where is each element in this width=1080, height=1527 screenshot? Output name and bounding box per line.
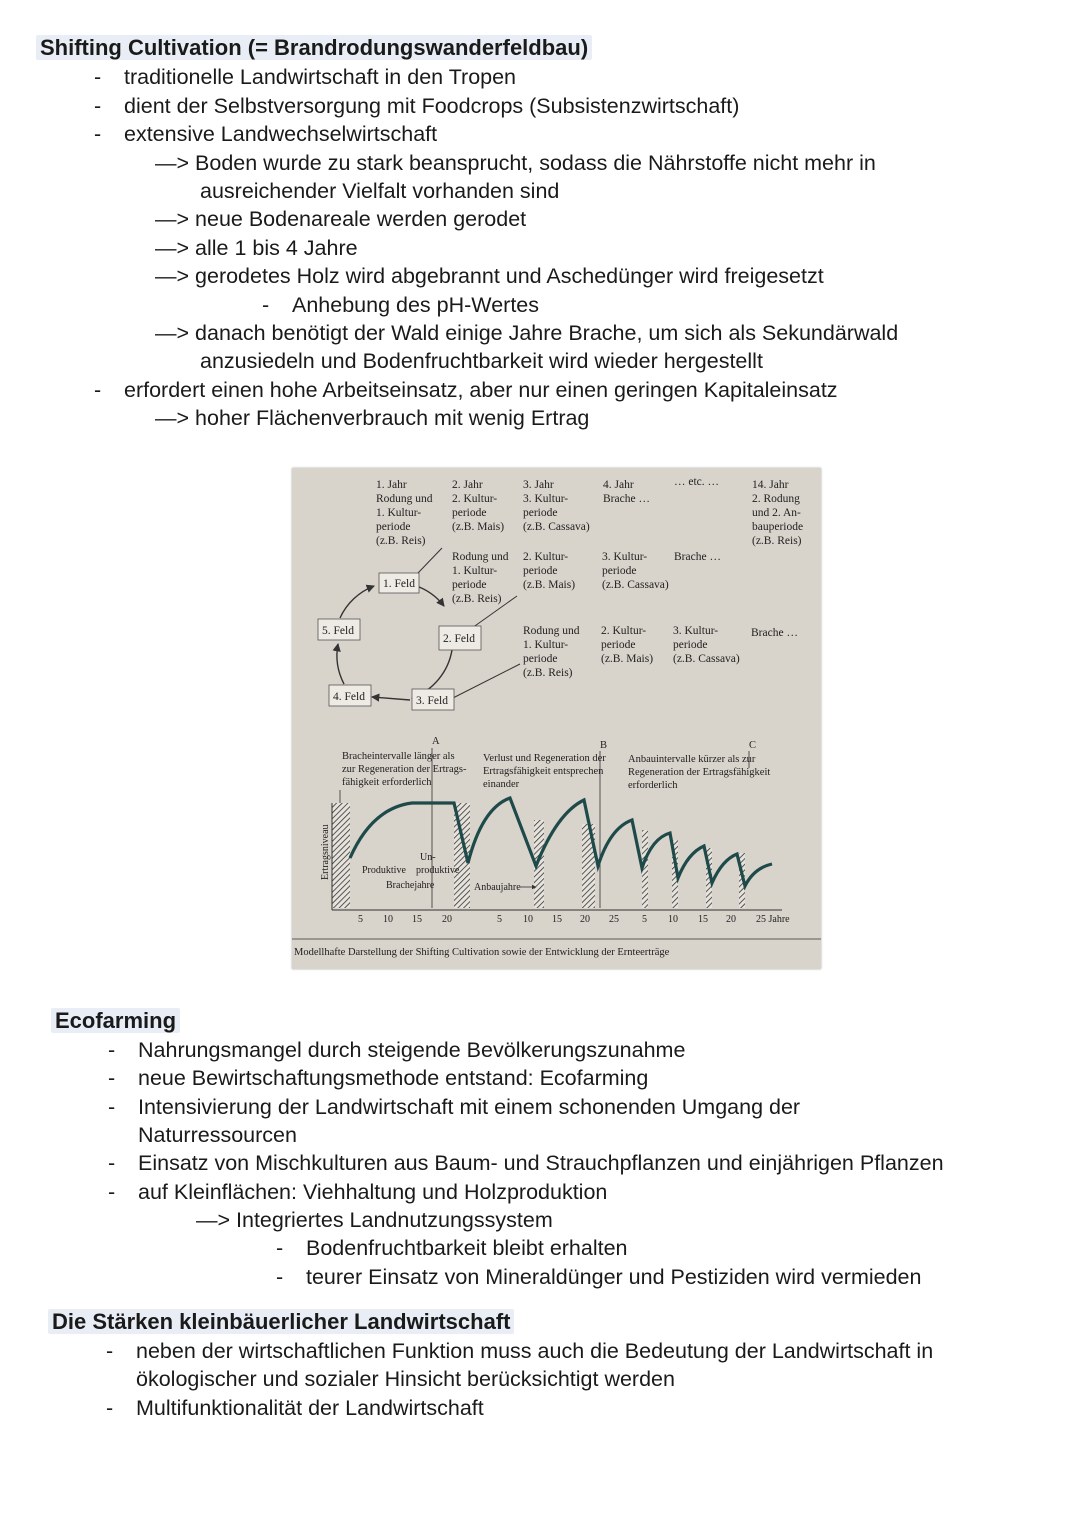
figure-caption: Modellhafte Darstellung der Shifting Cultivation sowie der Entwicklung der Ernteerträge (294, 947, 670, 958)
x-ticks (358, 914, 790, 925)
phase-descriptions (342, 736, 770, 791)
row1-c2-l3: periode (452, 507, 487, 519)
list-item: - neben der wirtschaftlichen Funktion muss auch die Bedeutung der Landwirtschaft in (106, 1339, 934, 1363)
phase-b-letter: B (600, 740, 608, 751)
row1-c1-l4: periode (376, 521, 411, 533)
phase-b-line2: Ertragsfähigkeit entsprechen (483, 766, 604, 777)
row1-c6-l1: 14. Jahr (752, 479, 789, 491)
phase-b-line1: Verlust und Regeneration der (483, 753, 606, 764)
hatch-start (332, 803, 350, 908)
tick-b-15: 15 (552, 914, 562, 925)
row2-c2-l2: periode (523, 565, 558, 577)
phase-c-line2: Regeneration der Ertragsfähigkeit (628, 767, 771, 778)
field-5-label: 5. Feld (322, 625, 354, 637)
row1-c3-l3: periode (523, 507, 558, 519)
row3-c1-l1: Rodung und (523, 625, 580, 637)
label-fallow-years: Brachejahre (386, 880, 435, 891)
row2-c2-l1: 2. Kultur- (523, 551, 569, 563)
row1-c2-l4: (z.B. Mais) (452, 521, 505, 533)
row3-c1-l2: 1. Kultur- (523, 639, 569, 651)
tick-b-5: 5 (497, 914, 502, 925)
row2-c3-l3: (z.B. Cassava) (602, 579, 669, 591)
heading-shifting-cultivation: Shifting Cultivation (= Brandrodungswanderfeldbau) (40, 34, 592, 62)
row1-c1-l2: Rodung und (376, 493, 433, 505)
figure-svg (292, 468, 821, 969)
row1-c2-l1: 2. Jahr (452, 479, 483, 491)
phase-c-line1: Anbauintervalle kürzer als zur (628, 754, 756, 765)
list-item: - traditionelle Landwirtschaft in den Tropen (94, 65, 517, 89)
row2-c1-l3: periode (452, 579, 487, 591)
shifting-cultivation-figure (292, 468, 821, 969)
row1-c1-l5: (z.B. Reis) (376, 535, 426, 547)
tick-a-15: 15 (412, 914, 422, 925)
row1-c1-l1: 1. Jahr (376, 479, 407, 491)
list-item: —> danach benötigt der Wald einige Jahre Brache, um sich als Sekundärwald (155, 321, 899, 345)
heading-staerken: Die Stärken kleinbäuerlicher Landwirtschaft (52, 1308, 514, 1336)
list-item: —> hoher Flächenverbrauch mit wenig Ertrag (155, 406, 590, 430)
list-item: - dient der Selbstversorgung mit Foodcrops (Subsistenzwirtschaft) (94, 94, 740, 118)
row1-c3-l1: 3. Jahr (523, 479, 554, 491)
tick-c-10: 10 (668, 914, 678, 925)
tick-c-5: 5 (642, 914, 647, 925)
y-axis-label: Ertragsniveau (320, 824, 331, 880)
phase-a-line2: zur Regeneration der Ertrags- (342, 764, 467, 775)
tick-a-10: 10 (383, 914, 393, 925)
phase-a-line3: fähigkeit erforderlich (342, 777, 432, 788)
tick-unit: 25 Jahre (756, 914, 790, 925)
row1-c6-l3: und 2. An- (752, 507, 801, 519)
field-2-label: 2. Feld (443, 633, 475, 645)
row1-c4-l1: 4. Jahr (603, 479, 634, 491)
list-item: - auf Kleinflächen: Viehhaltung und Holzproduktion (108, 1180, 608, 1204)
list-item-continuation: Naturressourcen (138, 1123, 297, 1147)
list-item: - Einsatz von Mischkulturen aus Baum- und Strauchpflanzen und einjährigen Pflanzen (108, 1151, 944, 1175)
list-item: —> alle 1 bis 4 Jahre (155, 236, 358, 260)
list-item-continuation: ausreichender Vielfalt vorhanden sind (200, 179, 560, 203)
row2-c3-l1: 3. Kultur- (602, 551, 648, 563)
tick-b-25: 25 (609, 914, 619, 925)
list-item-continuation: ökologischer und sozialer Hinsicht berücksichtigt werden (136, 1367, 675, 1391)
row3-c2-l1: 2. Kultur- (601, 625, 647, 637)
phase-a-letter: A (432, 736, 440, 747)
tick-a-5: 5 (358, 914, 363, 925)
row1-text (376, 476, 803, 547)
field-1-label: 1. Feld (383, 578, 415, 590)
row3-c1-l4: (z.B. Reis) (523, 667, 573, 679)
list-item-continuation: anzusiedeln und Bodenfruchtbarkeit wird wieder hergestellt (200, 349, 763, 373)
list-item: - extensive Landwechselwirtschaft (94, 122, 438, 146)
row3-c3-l1: 3. Kultur- (673, 625, 719, 637)
row3-c2-l2: periode (601, 639, 636, 651)
row3-c3-l2: periode (673, 639, 708, 651)
list-item: - teurer Einsatz von Mineraldünger und Pestiziden wird vermieden (276, 1265, 922, 1289)
row1-c3-l4: (z.B. Cassava) (523, 521, 590, 533)
list-item: —> Boden wurde zu stark beansprucht, sodass die Nährstoffe nicht mehr in (155, 151, 876, 175)
tick-a-20: 20 (442, 914, 452, 925)
phase-c-line3: erforderlich (628, 780, 678, 791)
row2-c3-l2: periode (602, 565, 637, 577)
row2-c1-l1: Rodung und (452, 551, 509, 563)
field-3-label: 3. Feld (416, 695, 448, 707)
row1-c4-l2: Brache … (603, 493, 650, 505)
row3-c4: Brache … (751, 627, 798, 639)
label-unproductive-2: produktive (416, 865, 460, 876)
tick-b-10: 10 (523, 914, 533, 925)
list-item: - Nahrungsmangel durch steigende Bevölkerungszunahme (108, 1038, 686, 1062)
tick-c-20: 20 (726, 914, 736, 925)
tick-b-20: 20 (580, 914, 590, 925)
row1-c6-l4: bauperiode (752, 521, 804, 533)
row1-c5: … etc. … (674, 476, 720, 488)
row1-c1-l3: 1. Kultur- (376, 507, 422, 519)
row2-text (452, 551, 721, 605)
list-item: - erfordert einen hohe Arbeitseinsatz, aber nur einen geringen Kapitaleinsatz (94, 378, 838, 402)
yield-curve (350, 798, 772, 886)
row3-c1-l3: periode (523, 653, 558, 665)
label-productive: Produktive (362, 865, 406, 876)
row1-c3-l2: 3. Kultur- (523, 493, 569, 505)
row2-c4: Brache … (674, 551, 721, 563)
label-unproductive-1: Un- (420, 852, 436, 863)
row2-c2-l3: (z.B. Mais) (523, 579, 576, 591)
list-item: - Multifunktionalität der Landwirtschaft (106, 1396, 484, 1420)
row3-text (523, 625, 798, 679)
phase-a-line1: Bracheintervalle länger als (342, 751, 455, 762)
phase-b-line3: einander (483, 779, 520, 790)
row3-c2-l3: (z.B. Mais) (601, 653, 654, 665)
row1-c2-l2: 2. Kultur- (452, 493, 498, 505)
list-item: - Intensivierung der Landwirtschaft mit einem schonenden Umgang der (108, 1095, 801, 1119)
list-item: —> neue Bodenareale werden gerodet (155, 207, 527, 231)
row3-c3-l3: (z.B. Cassava) (673, 653, 740, 665)
field-4-label: 4. Feld (333, 691, 365, 703)
list-item: —> gerodetes Holz wird abgebrannt und Aschedünger wird freigesetzt (155, 264, 824, 288)
heading-ecofarming: Ecofarming (55, 1007, 180, 1035)
row1-c6-l2: 2. Rodung (752, 493, 800, 505)
phase-c-letter: C (749, 740, 757, 751)
list-item: - neue Bewirtschaftungsmethode entstand: Ecofarming (108, 1066, 649, 1090)
row1-c6-l5: (z.B. Reis) (752, 535, 802, 547)
list-item: - Anhebung des pH-Wertes (262, 293, 539, 317)
label-crop-years: Anbaujahre (474, 882, 521, 893)
list-item: - Bodenfruchtbarkeit bleibt erhalten (276, 1236, 628, 1260)
list-item: —> Integriertes Landnutzungssystem (196, 1208, 553, 1232)
tick-c-15: 15 (698, 914, 708, 925)
row2-c1-l2: 1. Kultur- (452, 565, 498, 577)
row2-c1-l4: (z.B. Reis) (452, 593, 502, 605)
